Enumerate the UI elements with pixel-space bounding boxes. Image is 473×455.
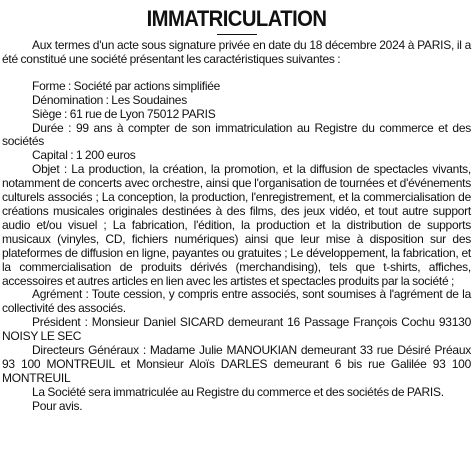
pour-avis-line: Pour avis. — [32, 398, 83, 413]
denomination-line: Dénomination : Les Soudaines — [32, 92, 187, 107]
directeurs-paragraph: Directeurs Généraux : Madame Julie MANOUKIAN demeurant 33 rue Désiré Préaux 93 100 MONTREUIL et Monsieur Aloïs DARLES demeurant 6 bis rue Galilée 93 100 MONTREUIL — [2, 343, 471, 385]
immatriculation-paragraph: La Société sera immatriculée au Registre du commerce et des sociétés de PARIS. — [32, 384, 444, 399]
capital-line: Capital : 1 200 euros — [32, 148, 136, 163]
notice-body — [2, 39, 471, 414]
intro-paragraph: Aux termes d'un acte sous signature privée en date du 18 décembre 2024 à PARIS, il a été constitué une société présentant les caractéristiques suivantes : — [2, 38, 471, 66]
president-paragraph: Président : Monsieur Daniel SICARD demeurant 16 Passage François Cochu 93130 NOISY LE SEC — [2, 315, 471, 344]
objet-paragraph: Objet : La production, la création, la promotion, et la diffusion de spectacles vivants, notamment de concerts avec orchestre, ainsi que l'organisation de tournées et d'événements culturels associés ; La conception, la production, l'enregistrement, et la commercialisation de créations musicales originales destinées à des films, des jeux vidéo, et tout autre support audio et/ou visuel ; La fabrication, l'édition, la production et la distribution de supports musicaux (vinyles, CD, fichiers numériques) ainsi que leur mise à disposition sur des plateformes de diffusion en ligne, payantes ou gratuites ; Le développement, la fabrication, et la commercialisation de produits dérivés (merchandising), tels que t-shirts, affiches, accessoires et autres articles en lien avec les artistes et spectacles produits par la société ; — [2, 162, 471, 288]
notice-title: IMMATRICULATION — [146, 6, 327, 31]
agrement-paragraph: Agrément : Toute cession, y compris entre associés, sont soumises à l'agrément de la collectivité des associés. — [2, 287, 471, 316]
forme-line: Forme : Société par actions simplifiée — [32, 78, 221, 93]
duree-paragraph: Durée : 99 ans à compter de son immatriculation au Registre du commerce et des sociétés — [2, 120, 471, 149]
title-underline — [217, 34, 257, 35]
siege-line: Siège : 61 rue de Lyon 75012 PARIS — [32, 106, 216, 121]
paragraph-spacer — [2, 67, 471, 80]
